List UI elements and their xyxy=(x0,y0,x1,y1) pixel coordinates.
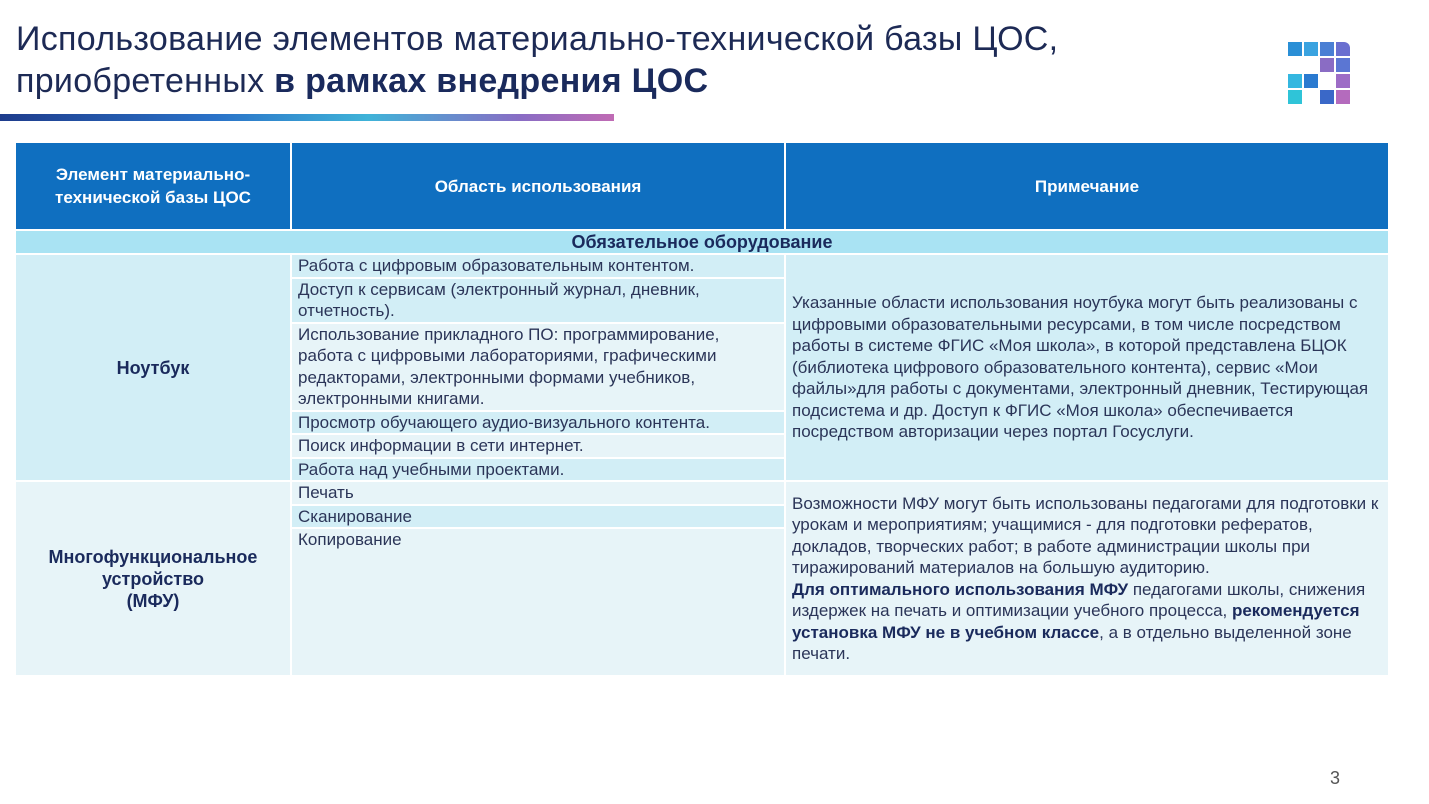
column-header-note: Примечание xyxy=(785,142,1389,230)
column-header-element: Элемент материально-технической базы ЦОС xyxy=(15,142,291,230)
usage-item: Работа над учебными проектами. xyxy=(291,458,785,482)
title-underline-gradient xyxy=(0,114,614,121)
usage-item: Копирование xyxy=(291,528,785,676)
logo-icon xyxy=(1286,40,1352,106)
mfu-note-paragraph: Возможности МФУ могут быть использованы педагогами для подготовки к урокам и мероприятиям; учащимися - для подготовки рефератов, докладов, творческих работ; в работе администрации школы при тиражирований материалов на большую аудиторию. xyxy=(792,493,1379,577)
mfu-note-text-2: , а в отдельно выделенной зоне печати. xyxy=(792,622,1352,663)
element-mfu xyxy=(15,481,291,676)
title-line-2 xyxy=(16,60,1196,102)
title-line-1: Использование элементов материально-технической базы ЦОС, xyxy=(16,20,1059,58)
page-number: 3 xyxy=(1330,768,1341,788)
table-header-row xyxy=(15,142,1389,230)
usage-item: Использование прикладного ПО: программирование, работа с цифровыми лабораториями, графическими редакторами, электронными формами учебников, электронными книгами. xyxy=(291,323,785,411)
section-row xyxy=(15,230,1389,254)
title-bold-part: в рамках внедрения ЦОС xyxy=(274,62,709,100)
mfu-abbr: (МФУ) xyxy=(126,590,180,611)
usage-item: Сканирование xyxy=(291,505,785,529)
title-plain-part: приобретенных xyxy=(16,62,275,100)
column-header-usage: Область использования xyxy=(291,142,785,230)
mfu-name: Многофункциональное устройство xyxy=(48,546,258,589)
page-title xyxy=(16,18,1196,102)
table-row xyxy=(15,254,1389,278)
usage-item: Поиск информации в сети интернет. xyxy=(291,434,785,458)
laptop-note: Указанные области использования ноутбука могут быть реализованы с цифровыми образовательными ресурсами, в том числе посредством работы в системе ФГИС «Моя школа», в которой представлена БЦОК (библиотека цифрового образовательного контента), сервис «Мои файлы»для работы с документами, электронный дневник, Тестирующая подсистема и др. Доступ к ФГИС «Моя школа» обеспечивается посредством авторизации через портал Госуслуги. xyxy=(785,254,1389,481)
mfu-note-bold-1: Для оптимального использования МФУ xyxy=(792,579,1129,599)
mfu-note-recommendation xyxy=(792,579,1382,665)
mfu-note-text-1: педагогами школы, снижения издержек на печать и оптимизации учебного процесса, xyxy=(792,579,1366,620)
table-row xyxy=(15,481,1389,505)
equipment-table xyxy=(14,141,1390,677)
usage-item: Доступ к сервисам (электронный журнал, дневник, отчетность). xyxy=(291,278,785,323)
element-laptop: Ноутбук xyxy=(15,254,291,481)
mfu-note-bold-2: рекомендуется установка МФУ не в учебном классе xyxy=(792,601,1360,642)
mfu-note xyxy=(785,481,1389,676)
section-title: Обязательное оборудование xyxy=(15,230,1389,254)
usage-item: Работа с цифровым образовательным контентом. xyxy=(291,254,785,278)
usage-item: Просмотр обучающего аудио-визуального контента. xyxy=(291,411,785,435)
usage-item: Печать xyxy=(291,481,785,505)
